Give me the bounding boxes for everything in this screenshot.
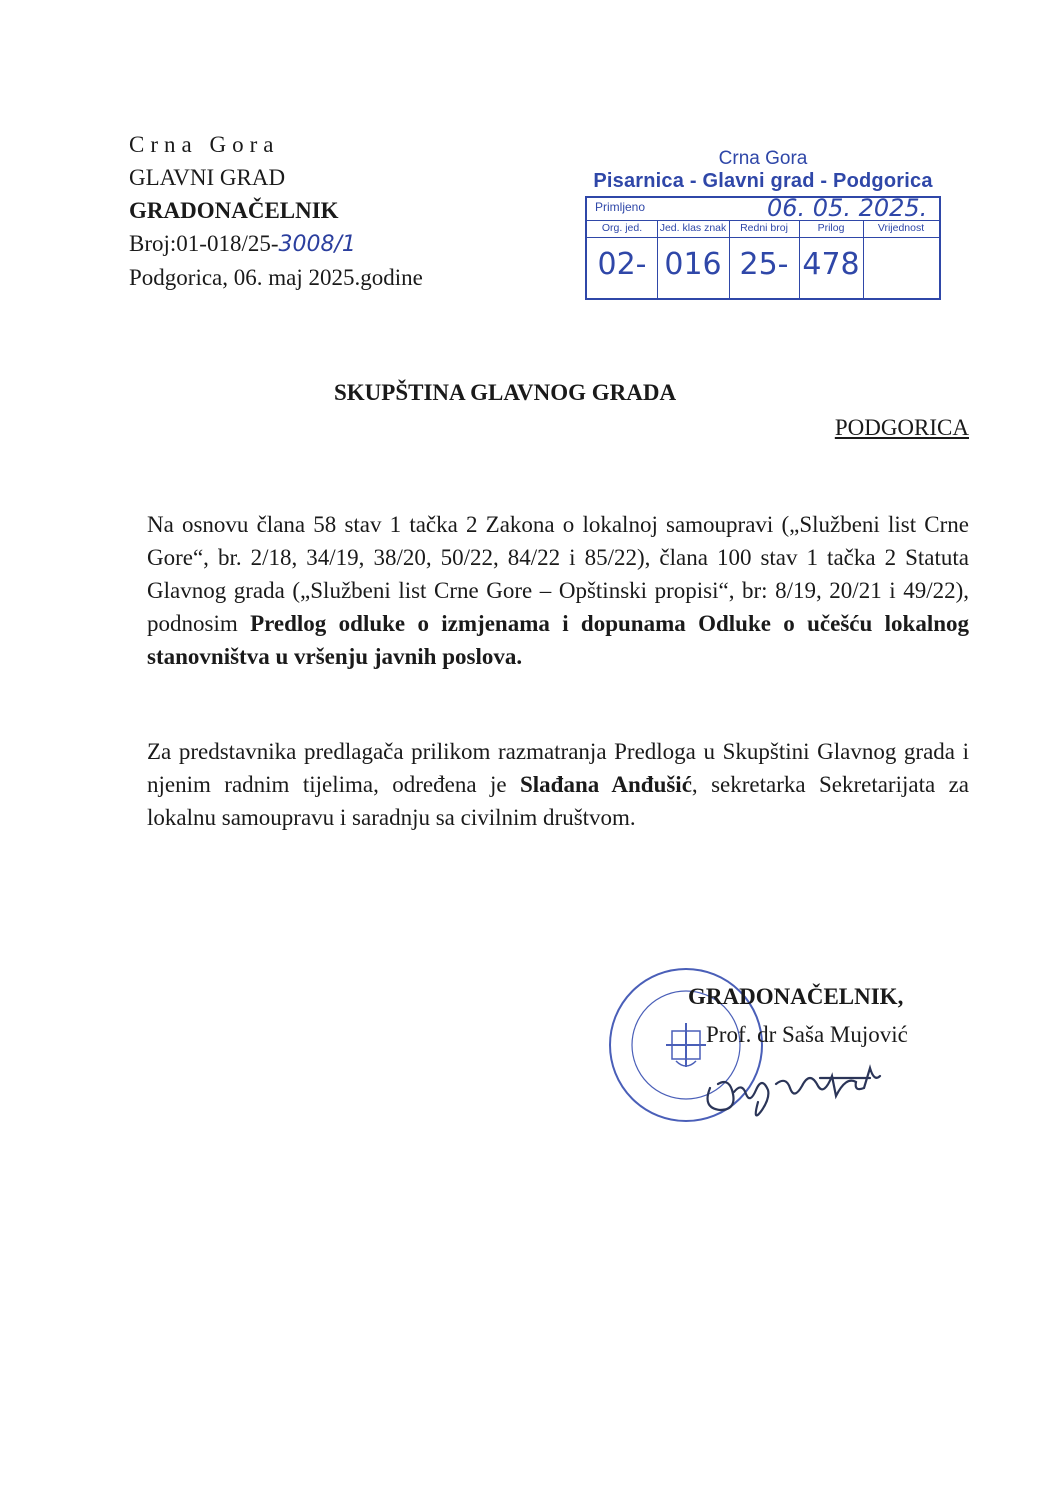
registry-stamp	[585, 148, 941, 298]
header-city: GLAVNI GRAD	[129, 165, 286, 190]
stamp-col-value-field	[863, 221, 939, 298]
stamp-col-serial	[729, 221, 800, 298]
addressee: SKUPŠTINA GLAVNOG GRADA	[334, 380, 677, 405]
stamp-col-org	[587, 221, 658, 298]
paragraph-proposal-title: Predlog odluke o izmjenama i dopunama Odluke o učešću lokalnog stanovništva u vršenju javnih poslova.	[147, 611, 969, 669]
header-country: Crna Gora	[129, 132, 280, 157]
stamp-columns	[587, 221, 939, 298]
stamp-col-label: Jed. klas znak	[657, 222, 729, 238]
stamp-col-value: 016	[664, 247, 722, 282]
stamp-col-class	[657, 221, 730, 298]
stamp-col-value: 478	[802, 247, 860, 282]
stamp-box	[585, 196, 941, 300]
header-date: Podgorica, 06. maj 2025.godine	[129, 265, 423, 290]
header-number-label: Broj:01-018/25-	[129, 231, 279, 256]
signature-title: GRADONAČELNIK,	[688, 984, 904, 1009]
stamp-col-label: Vrijednost	[863, 222, 939, 238]
stamp-col-value: 02-	[597, 247, 647, 282]
stamp-received-label: Primljeno	[595, 200, 646, 214]
header-number-handwritten: 3008/1	[278, 232, 356, 257]
stamp-line1: Crna Gora	[718, 148, 808, 169]
handwritten-signature	[700, 1048, 920, 1118]
paragraph-representative	[147, 735, 969, 834]
header-office: GRADONAČELNIK	[129, 198, 339, 223]
paragraph-legal-basis	[147, 508, 969, 673]
paragraph-rep-name: Slađana Anđušić	[519, 772, 692, 797]
stamp-received-row	[587, 194, 939, 222]
header-number	[129, 227, 423, 261]
paragraph-rep-after: , sekretarka Sekretarijata za lokalnu samoupravu i saradnju sa civilnim društvom.	[147, 772, 970, 830]
stamp-col-label: Redni broj	[729, 222, 799, 238]
stamp-line2: Pisarnica - Glavni grad - Podgorica	[593, 170, 933, 192]
paragraph-legal-text: Na osnovu člana 58 stav 1 tačka 2 Zakona o lokalnoj samoupravi („Službeni list Crne Gore“, br. 2/18, 34/19, 38/20, 50/22, 84/22 i 85/22), člana 100 stav 1 tačka 2 Statuta Glavnog grada („Službeni list Crne Gore – Opštinski propisi“, br: 8/19, 20/21 i 49/22), podnosim	[147, 512, 969, 636]
paragraph-rep-before: Za predstavnika predlagača prilikom razmatranja Predloga u Skupštini Glavnog grada i njenim radnim tijelima, određena je	[147, 739, 969, 797]
addressee-place: PODGORICA	[834, 415, 969, 440]
signature-name: Prof. dr Saša Mujović	[706, 1022, 908, 1047]
stamp-col-attachment	[799, 221, 864, 298]
document-header	[129, 128, 423, 294]
stamp-col-label: Prilog	[799, 222, 863, 238]
stamp-col-value: 25-	[739, 247, 789, 282]
stamp-received-date: 06. 05. 2025.	[767, 194, 928, 222]
stamp-col-label: Org. jed.	[587, 222, 657, 238]
